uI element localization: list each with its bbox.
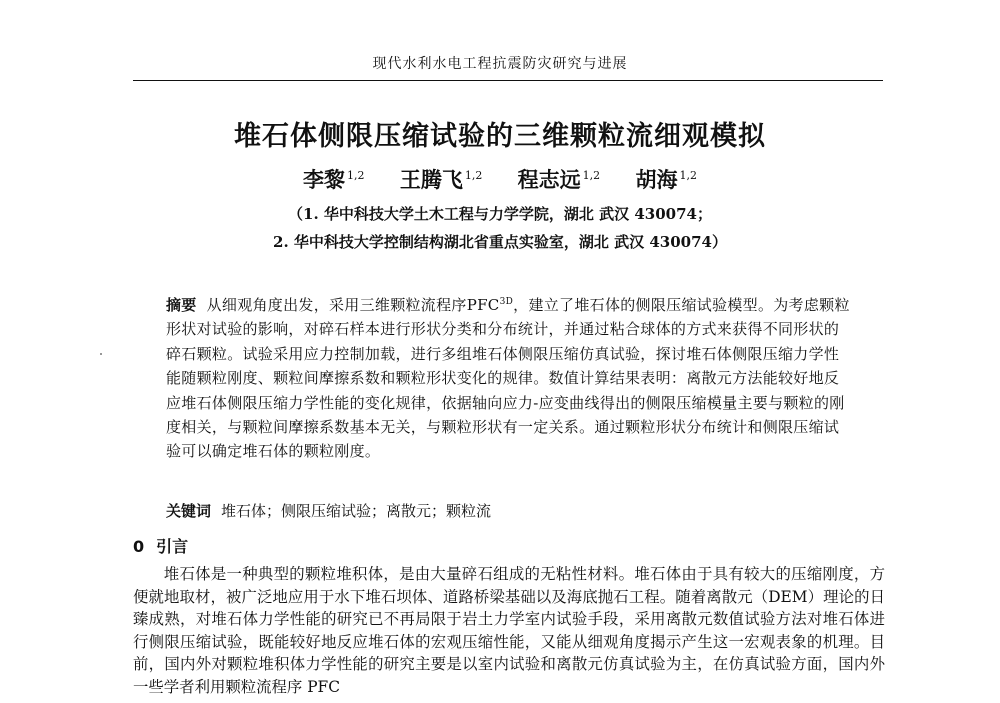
section-title: 引言: [156, 537, 189, 556]
section-heading: [133, 534, 188, 557]
body-paragraph: 堆石体是一种典型的颗粒堆积体，是由大量碎石组成的无粘性材料。堆石体由于具有较大的压缩刚度，方便就地取材，被广泛地应用于水下堆石坝体、道路桥梁基础以及海底抛石工程。随着离散元（DEM）理论的日臻成熟，对堆石体力学性能的研究已不再局限于岩土力学室内试验手段，采用离散元数值试验方法对堆石体进行侧限压缩试验，既能较好地反应堆石体的宏观压缩性能，又能从细观角度揭示产生这一宏观表象的机理。目前，国内外对颗粒堆积体力学性能的研究主要是以室内试验和离散元仿真试验为主，在仿真试验方面，国内外一些学者利用颗粒流程序 PFC: [133, 565, 885, 696]
author-affiliation-mark: 1,2: [464, 169, 483, 182]
abstract: [166, 290, 852, 464]
keywords: [166, 500, 852, 522]
scan-speck: [100, 353, 102, 355]
author: [400, 164, 483, 194]
author: [518, 164, 601, 194]
abstract-label: 摘要: [166, 296, 197, 314]
abstract-superscript: 3D: [499, 297, 514, 307]
header-rule: [133, 80, 883, 81]
affiliation-1: （1. 华中科技大学土木工程与力学学院，湖北 武汉 430074；: [288, 205, 712, 223]
section-number: 0: [133, 537, 145, 556]
running-header: 现代水利水电工程抗震防灾研究与进展: [372, 56, 628, 72]
author-affiliation-mark: 1,2: [679, 169, 697, 182]
author-name: 胡海: [635, 167, 678, 192]
affiliation-2: 2. 华中科技大学控制结构湖北省重点实验室，湖北 武汉 430074）: [273, 233, 727, 251]
author: [635, 164, 697, 194]
author-name: 程志远: [517, 167, 581, 192]
author-name: 王腾飞: [399, 167, 463, 192]
author-name: 李黎: [303, 167, 346, 192]
abstract-text-start: 从细观角度出发，采用三维颗粒流程序PFC: [206, 296, 500, 314]
abstract-text-rest: ，建立了堆石体的侧限压缩试验模型。为考虑颗粒形状对试验的影响，对碎石样本进行形状分类和分布统计，并通过粘合球体的方式来获得不同形状的碎石颗粒。试验采用应力控制加载，进行多组堆石体侧限压缩仿真试验，探讨堆石体侧限压缩力学性能随颗粒刚度、颗粒间摩擦系数和颗粒形状变化的规律。数值计算结果表明：离散元方法能较好地反应堆石体侧限压缩力学性能的变化规律，依据轴向应力-应变曲线得出的侧限压缩模量主要与颗粒的刚度相关，与颗粒间摩擦系数基本无关，与颗粒形状有一定关系。通过颗粒形状分布统计和侧限压缩试验可以确定堆石体的颗粒刚度。: [166, 296, 850, 461]
author: [303, 164, 365, 194]
paper-title: 堆石体侧限压缩试验的三维颗粒流细观模拟: [234, 121, 766, 152]
author-affiliation-mark: 1,2: [582, 169, 601, 182]
keywords-text: 堆石体；侧限压缩试验；离散元；颗粒流: [221, 502, 492, 520]
keywords-label: 关键词: [166, 502, 212, 520]
author-affiliation-mark: 1,2: [347, 169, 365, 182]
author-list: [0, 164, 1000, 194]
